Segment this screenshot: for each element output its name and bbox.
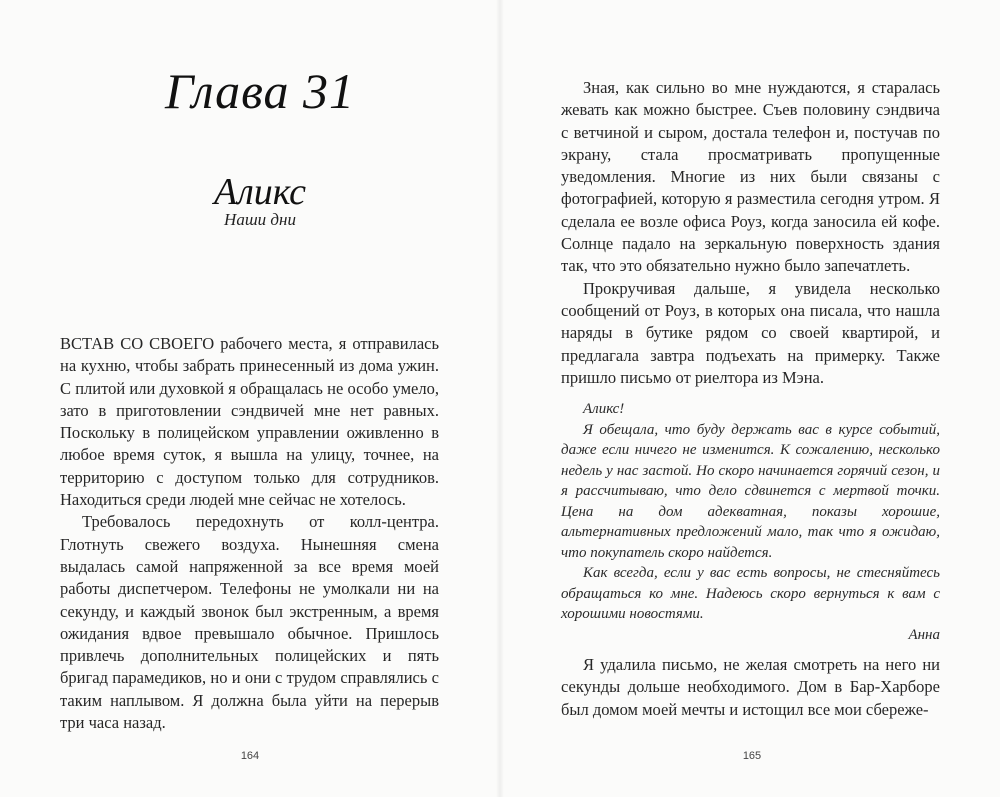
- right-body-text: [561, 77, 940, 389]
- paragraph: ВСТАВ СО СВОЕГО рабочего места, я отправилась на кухню, чтобы забрать принесенный из дома ужин. С плитой или духовкой я обращалась не особо умело, зато в приготовлении сэндвичей мне нет равных. Поскольку в полицейском управлении оживленно в любое время суток, я вышла на улицу, точнее, на территорию с доступом только для сотрудников. Находиться среди людей мне сейчас не хотелось.: [60, 334, 439, 510]
- right-page: [500, 0, 1000, 797]
- page-number: 165: [742, 750, 762, 762]
- pov-timeframe: Наши дни: [224, 210, 296, 229]
- letter-paragraph: Я обещала, что буду держать вас в курсе событий, даже если ничего не изменится. К сожалению, несколько недель у нас застой. Но скоро начинается горячий сезон, и я рассчитываю, что дело сдвинется с мертвой точки. Цена на дом адекватная, показы хорошие, альтернативных предложений мало, так что я ожидаю, что покупатель скоро найдется.: [561, 421, 940, 561]
- letter-paragraph: Как всегда, если у вас есть вопросы, не стесняйтесь обращаться ко мне. Надеюсь скоро вернуться к вам с хорошими новостями.: [561, 565, 940, 622]
- right-body-text-continued: [561, 654, 940, 721]
- email-letter: [561, 399, 940, 645]
- paragraph: Зная, как сильно во мне нуждаются, я старалась жевать как можно быстрее. Съев половину сэндвича с ветчиной и сыром, достала телефон и, постучав по экрану, стала просматривать пропущенные уведомления. Многие из них были связаны с фотографией, которую я разместила сегодня утром. Я сделала ее возле офиса Роуз, когда заносила ей кофе. Солнце падало на зеркальную поверхность здания так, что это обязательно нужно было запечатлеть.: [561, 78, 940, 276]
- paragraph: Прокручивая дальше, я увидела несколько сообщений от Роуз, в которых она писала, что нашла наряды в бутике рядом со своей квартирой, и предлагала завтра подъехать на примерку. Также пришло письмо от риелтора из Мэна.: [561, 278, 940, 387]
- page-number: 164: [240, 750, 260, 762]
- left-body-text: [60, 333, 439, 734]
- pov-character-name: Аликс: [214, 171, 306, 213]
- paragraph: Требовалось передохнуть от колл-центра. Глотнуть свежего воздуха. Нынешняя смена выдалась самой напряженной за все время моей работы диспетчером. Телефоны не умолкали ни на секунду, и каждый звонок был экстренным, а время ожидания вдвое превышало обычное. Пришлось привлечь дополнительных полицейских и пять бригад парамедиков, но и они с трудом справлялись с таким наплывом. Я должна была уйти на перерыв три часа назад.: [60, 512, 439, 733]
- letter-greeting: Аликс!: [583, 401, 625, 417]
- chapter-title: Глава 31: [164, 63, 356, 119]
- letter-signature: Анна: [908, 626, 940, 643]
- paragraph: Я удалила письмо, не желая смотреть на него ни секунды дольше необходимого. Дом в Бар-Харборе был домом моей мечты и истощил все мои сбереже-: [561, 655, 940, 719]
